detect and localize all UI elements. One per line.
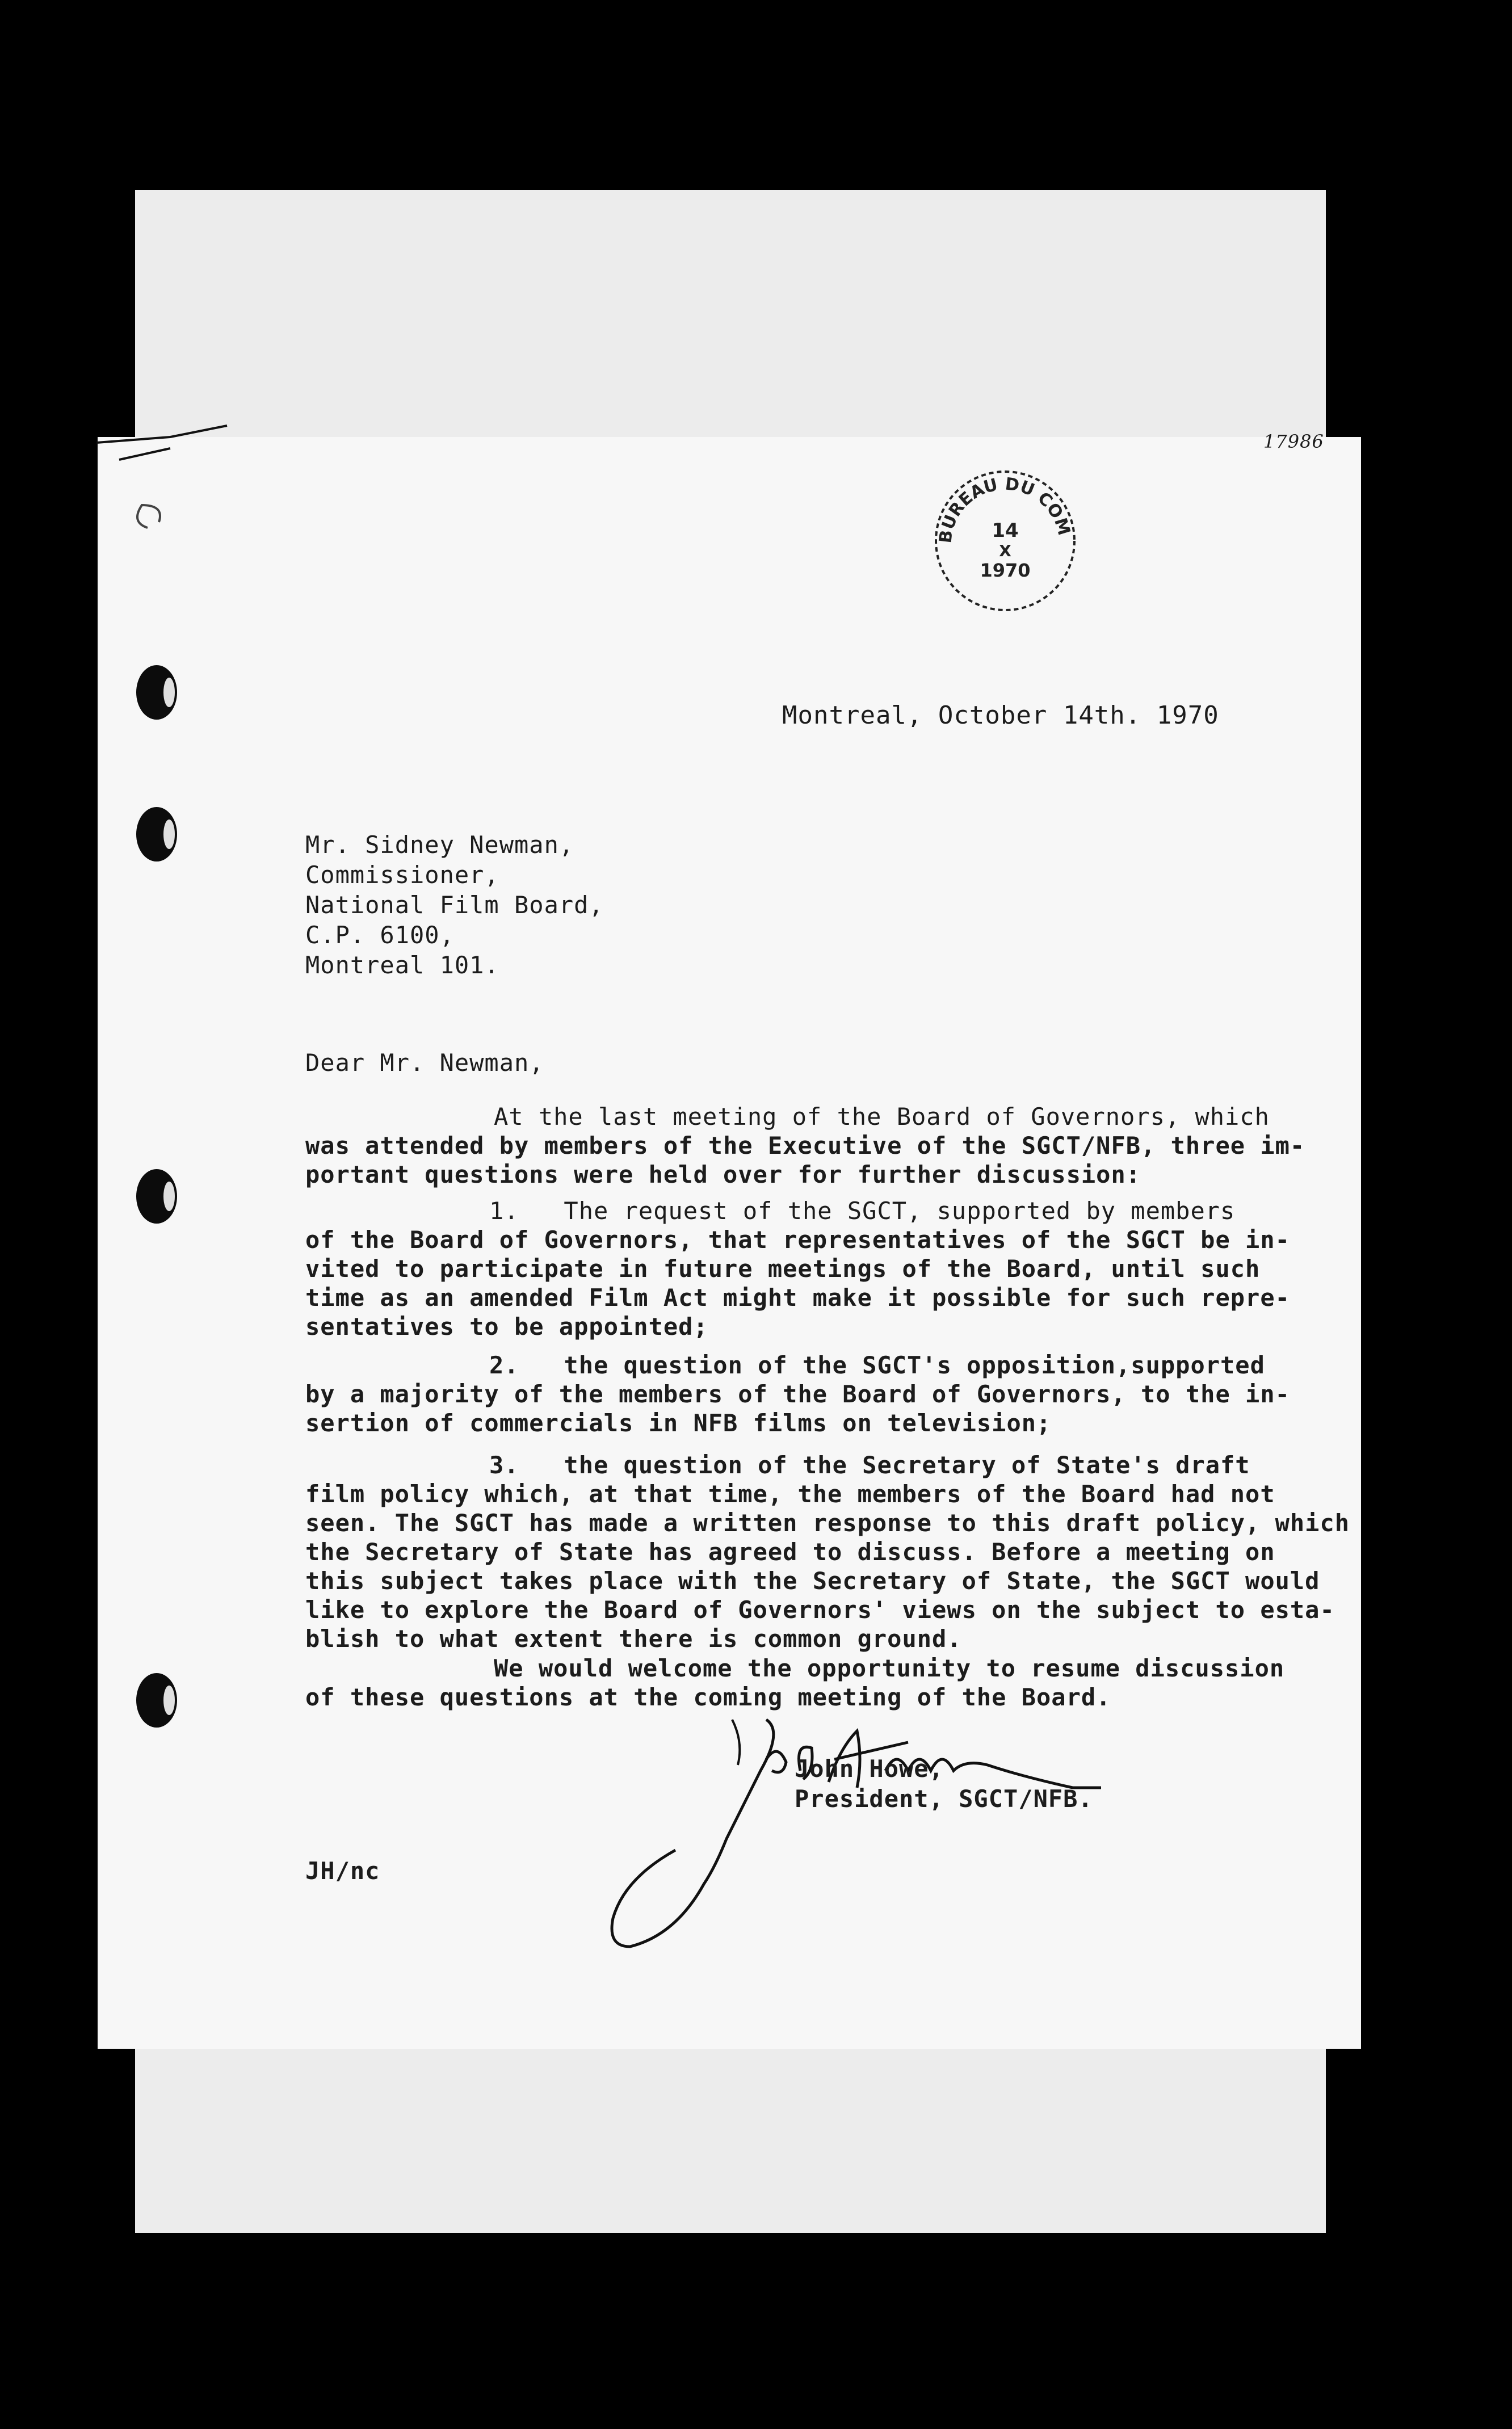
paragraph-line: like to explore the Board of Governors' views on the subject to esta- <box>305 1596 1335 1624</box>
paragraph-line: seen. The SGCT has made a written response to this draft policy, which <box>305 1509 1350 1537</box>
paragraph-line: sentatives to be appointed; <box>305 1313 708 1340</box>
paragraph-line: vited to participate in future meetings of the Board, until such <box>305 1255 1261 1283</box>
paragraph-line: 2. the question of the SGCT's opposition,supported <box>489 1351 1265 1379</box>
punch-hole <box>136 1673 177 1728</box>
paragraph-line: was attended by members of the Executive of the SGCT/NFB, three im- <box>305 1132 1305 1159</box>
recipient-city: Montreal 101. <box>305 951 499 979</box>
paragraph-line: At the last meeting of the Board of Governors, which <box>494 1103 1270 1131</box>
recipient-organization: National Film Board, <box>305 891 604 919</box>
stamp-year: 1970 <box>980 560 1031 581</box>
paragraph-line: sertion of commercials in NFB films on television; <box>305 1409 1052 1437</box>
paragraph-line: portant questions were held over for further discussion: <box>305 1161 1141 1188</box>
recipient-name: Mr. Sidney Newman, <box>305 831 574 859</box>
punch-hole <box>136 1169 177 1224</box>
paragraph-line: 3. the question of the Secretary of State's draft <box>489 1451 1250 1479</box>
date-line: Montreal, October 14th. 1970 <box>782 701 1219 730</box>
paragraph-line: 1. The request of the SGCT, supported by members <box>489 1197 1236 1225</box>
recipient-title: Commissioner, <box>305 861 499 889</box>
paragraph-line: film policy which, at that time, the members of the Board had not <box>305 1480 1275 1508</box>
paragraph-line: of the Board of Governors, that representatives of the SGCT be in- <box>305 1226 1290 1254</box>
paragraph-line: blish to what extent there is common ground. <box>305 1625 962 1653</box>
file-number: 17986 <box>1263 431 1324 452</box>
stamp-day: 14 <box>992 519 1019 542</box>
salutation: Dear Mr. Newman, <box>305 1049 544 1077</box>
handwritten-signature <box>590 1708 1124 1975</box>
paragraph-line: by a majority of the members of the Board of Governors, to the in- <box>305 1380 1290 1408</box>
paragraph-line: the Secretary of State has agreed to discuss. Before a meeting on <box>305 1538 1275 1566</box>
paragraph-line: this subject takes place with the Secretary of State, the SGCT would <box>305 1567 1320 1595</box>
paragraph-line: of these questions at the coming meeting of the Board. <box>305 1683 1111 1711</box>
signatory-name: John Howe, <box>795 1755 944 1783</box>
punch-hole <box>136 665 177 720</box>
recipient-box: C.P. 6100, <box>305 921 455 949</box>
stamp-month: X <box>999 541 1011 560</box>
punch-hole <box>136 807 177 862</box>
torn-corner-mark <box>85 420 255 568</box>
signatory-position: President, SGCT/NFB. <box>795 1785 1093 1813</box>
typist-initials: JH/nc <box>305 1857 380 1885</box>
paragraph-line: time as an amended Film Act might make it possible for such repre- <box>305 1284 1290 1312</box>
paragraph-line: We would welcome the opportunity to resume discussion <box>494 1654 1285 1682</box>
stamp-text: BUREAU DU COM <box>935 474 1074 545</box>
received-stamp <box>929 464 1082 617</box>
